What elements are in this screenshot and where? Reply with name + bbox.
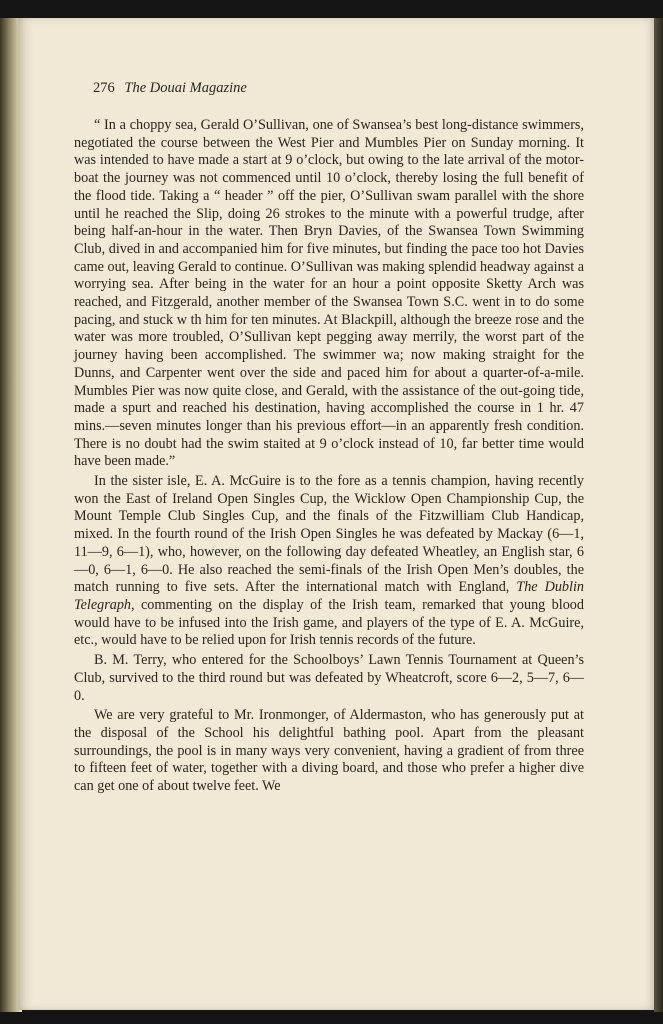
- newspaper-title: The Dublin Telegraph,: [74, 579, 584, 613]
- paragraph-swim-report: “ In a choppy sea, Gerald O’Sullivan, one of Swansea’s best long-distance swimmers, negotiated the course between the West Pier and Mumbles Pier on Sunday morning. It was intended to have made a start at 9 o’clock, but owing to the late arrival of the motor-boat the journey was not commenced until 10 o’clock, thereby losing the full benefit of the flood tide. Taking a “ header ” off the pier, O’Sullivan swam parallel with the shore until he reached the Slip, doing 26 strokes to the minute with a powerful trudge, after being half-an-hour in the water. Then Bryn Davies, of the Swansea Town Swimming Club, dived in and accompanied him for five minutes, but finding the pace too hot Davies came out, leaving Gerald to continue. O’Sullivan was making splendid headway against a worrying sea. After being in the water for an hour a point opposite Sketty Arch was reached, and Fitzgerald, another member of the Swansea Town S.C. went in to do some pacing, and stuck w th him for ten minutes. At Blackpill, although the breeze rose and the water was more troubled, O’Sullivan kept pegging away merrily, the worst part of the journey having been accomplished. The swimmer wa; now making straight for the Dunns, and Carpenter went over the side and paced him for about a quarter-of-a-mile. Mumbles Pier was now quite close, and Gerald, with the assistance of the out-going tide, made a spurt and reached his destination, having accomplished the course in 1 hr. 47 mins.—seven minutes longer than his previous effort—in an apparently fresh condition. There is no doubt had the swim staited at 9 o’clock instead of 10, far better time would have been made.”: [74, 117, 584, 470]
- paragraph-tennis-terry: B. M. Terry, who entered for the Schoolboys’ Lawn Tennis Tournament at Queen’s Club, survived to the third round but was defeated by Wheatcroft, score 6—2, 5—7, 6—0.: [74, 652, 584, 704]
- page-number: 276: [93, 80, 115, 96]
- magazine-title: The Douai Magazine: [124, 80, 247, 96]
- page-edge-shadow: [654, 18, 663, 1012]
- running-header: [93, 80, 247, 97]
- paragraph-text: In the sister isle, E. A. McGuire is to the fore as a tennis champion, having recently won the East of Ireland Open Singles Cup, the Wicklow Open Championship Cup, the Mount Temple Club Singles Cup, and the finals of the Fitzwilliam Club Handicap, mixed. In the fourth round of the Irish Open Singles he was defeated by Mackay (6—1, 11—9, 6—1), who, however, on the following day defeated Wheatley, an English star, 6—0, 6—1, 6—0. He also reached the semi-finals of the Irish Open Men’s doubles, the match running to five sets. After the international match with England,: [74, 473, 584, 596]
- article-body: [74, 117, 584, 796]
- paragraph-bathing-pool: We are very grateful to Mr. Ironmonger, of Aldermaston, who has generously put at the disposal of the School his delightful bathing pool. Apart from the pleasant surroundings, the pool is in many ways very convenient, having a gradient of from three to fifteen feet of water, together with a diving board, and those who prefer a higher dive can get one of about twelve feet. We: [74, 707, 584, 795]
- paragraph-text: commenting on the display of the Irish team, remarked that young blood would have to be infused into the Irish game, and players of the type of E. A. McGuire, etc., would have to be relied upon for Irish tennis records of the future.: [74, 596, 584, 649]
- paragraph-tennis-mcguire: [74, 473, 584, 650]
